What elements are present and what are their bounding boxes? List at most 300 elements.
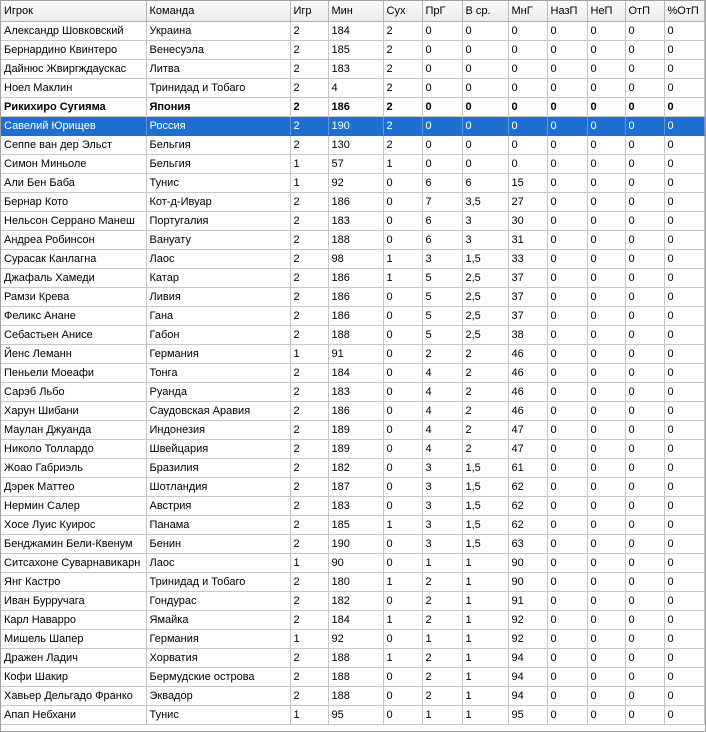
cell-penalties-saved: 0 — [625, 459, 664, 478]
table-row[interactable] — [1, 79, 704, 98]
cell-clean-sheets: 0 — [383, 231, 422, 250]
cell-team: Гана — [146, 307, 290, 326]
table-row[interactable] — [1, 212, 704, 231]
cell-penalties-saved: 0 — [625, 269, 664, 288]
cell-player: Бернардино Квинтеро — [1, 41, 146, 60]
cell-min-per-goal: 0 — [508, 117, 547, 136]
cell-minutes: 92 — [328, 630, 383, 649]
cell-penalties-awarded: 0 — [547, 136, 587, 155]
cell-minutes: 182 — [328, 592, 383, 611]
cell-goals-conceded: 5 — [422, 326, 462, 345]
cell-clean-sheets: 2 — [383, 22, 422, 41]
cell-penalties-saved-pct: 0 — [664, 630, 704, 649]
cell-penalties-saved: 0 — [625, 706, 664, 725]
cell-games: 2 — [290, 212, 328, 231]
cell-penalties-saved-pct: 0 — [664, 41, 704, 60]
cell-goals-conceded: 4 — [422, 440, 462, 459]
cell-penalties-saved: 0 — [625, 497, 664, 516]
cell-goals-conceded: 2 — [422, 649, 462, 668]
cell-clean-sheets: 2 — [383, 79, 422, 98]
cell-minutes: 183 — [328, 60, 383, 79]
cell-avg: 3 — [462, 231, 508, 250]
cell-team: Кот-д-Ивуар — [146, 193, 290, 212]
cell-penalties-saved: 0 — [625, 326, 664, 345]
table-row[interactable] — [1, 440, 704, 459]
cell-min-per-goal: 90 — [508, 554, 547, 573]
cell-games: 2 — [290, 79, 328, 98]
cell-penalties-saved-pct: 0 — [664, 383, 704, 402]
cell-penalties-saved: 0 — [625, 402, 664, 421]
table-row[interactable] — [1, 364, 704, 383]
cell-player: Себастьен Анисе — [1, 326, 146, 345]
cell-avg: 1,5 — [462, 250, 508, 269]
cell-avg: 3,5 — [462, 193, 508, 212]
cell-min-per-goal: 15 — [508, 174, 547, 193]
cell-player: Мишель Шапер — [1, 630, 146, 649]
table-row[interactable] — [1, 402, 704, 421]
cell-games: 1 — [290, 706, 328, 725]
cell-penalties-saved-pct: 0 — [664, 22, 704, 41]
cell-clean-sheets: 0 — [383, 383, 422, 402]
cell-min-per-goal: 94 — [508, 668, 547, 687]
cell-min-per-goal: 46 — [508, 383, 547, 402]
cell-avg: 1 — [462, 630, 508, 649]
cell-penalties-awarded: 0 — [547, 516, 587, 535]
cell-penalties-awarded: 0 — [547, 592, 587, 611]
cell-penalties-saved: 0 — [625, 611, 664, 630]
cell-player: Нельсон Серрано Манеш — [1, 212, 146, 231]
column-header-penalties-missed[interactable]: НеП — [587, 1, 625, 22]
cell-goals-conceded: 0 — [422, 60, 462, 79]
cell-penalties-awarded: 0 — [547, 60, 587, 79]
table-row[interactable] — [1, 269, 704, 288]
cell-team: Тринидад и Тобаго — [146, 573, 290, 592]
table-row[interactable] — [1, 573, 704, 592]
cell-team: Панама — [146, 516, 290, 535]
cell-penalties-saved-pct: 0 — [664, 649, 704, 668]
cell-avg: 2 — [462, 421, 508, 440]
table-row[interactable] — [1, 345, 704, 364]
cell-min-per-goal: 62 — [508, 478, 547, 497]
cell-penalties-saved: 0 — [625, 478, 664, 497]
cell-penalties-saved: 0 — [625, 212, 664, 231]
cell-goals-conceded: 2 — [422, 687, 462, 706]
cell-penalties-saved: 0 — [625, 516, 664, 535]
cell-goals-conceded: 2 — [422, 668, 462, 687]
cell-goals-conceded: 5 — [422, 269, 462, 288]
cell-penalties-awarded: 0 — [547, 345, 587, 364]
cell-avg: 1,5 — [462, 478, 508, 497]
cell-goals-conceded: 0 — [422, 98, 462, 117]
cell-penalties-saved-pct: 0 — [664, 345, 704, 364]
cell-games: 1 — [290, 174, 328, 193]
table-row[interactable] — [1, 174, 704, 193]
cell-penalties-missed: 0 — [587, 326, 625, 345]
column-header-player[interactable]: Игрок — [1, 1, 146, 22]
cell-penalties-awarded: 0 — [547, 535, 587, 554]
cell-minutes: 186 — [328, 307, 383, 326]
cell-penalties-missed: 0 — [587, 383, 625, 402]
cell-player: Ситсахоне Суварнавикарн — [1, 554, 146, 573]
cell-min-per-goal: 0 — [508, 98, 547, 117]
cell-player: Иван Бурручага — [1, 592, 146, 611]
cell-team: Вануату — [146, 231, 290, 250]
table-row[interactable] — [1, 459, 704, 478]
cell-player: Дэрек Маттео — [1, 478, 146, 497]
cell-clean-sheets: 0 — [383, 402, 422, 421]
cell-penalties-saved-pct: 0 — [664, 402, 704, 421]
cell-player: Йенс Леманн — [1, 345, 146, 364]
cell-games: 2 — [290, 269, 328, 288]
cell-min-per-goal: 0 — [508, 79, 547, 98]
cell-penalties-saved: 0 — [625, 554, 664, 573]
cell-penalties-saved-pct: 0 — [664, 174, 704, 193]
table-row[interactable] — [1, 231, 704, 250]
cell-clean-sheets: 0 — [383, 174, 422, 193]
table-row[interactable] — [1, 706, 704, 725]
cell-penalties-saved-pct: 0 — [664, 706, 704, 725]
cell-minutes: 186 — [328, 98, 383, 117]
cell-avg: 2,5 — [462, 269, 508, 288]
cell-penalties-saved: 0 — [625, 288, 664, 307]
cell-player: Нермин Салер — [1, 497, 146, 516]
cell-penalties-saved: 0 — [625, 364, 664, 383]
cell-clean-sheets: 0 — [383, 535, 422, 554]
cell-penalties-missed: 0 — [587, 231, 625, 250]
cell-avg: 2 — [462, 383, 508, 402]
cell-min-per-goal: 0 — [508, 155, 547, 174]
cell-penalties-saved: 0 — [625, 41, 664, 60]
cell-minutes: 184 — [328, 364, 383, 383]
cell-clean-sheets: 1 — [383, 269, 422, 288]
cell-penalties-awarded: 0 — [547, 497, 587, 516]
cell-goals-conceded: 2 — [422, 592, 462, 611]
table-body — [1, 22, 704, 725]
cell-clean-sheets: 0 — [383, 364, 422, 383]
table-row[interactable] — [1, 611, 704, 630]
cell-avg: 2 — [462, 364, 508, 383]
cell-min-per-goal: 37 — [508, 288, 547, 307]
cell-games: 2 — [290, 459, 328, 478]
cell-games: 2 — [290, 573, 328, 592]
cell-goals-conceded: 0 — [422, 22, 462, 41]
cell-penalties-saved: 0 — [625, 250, 664, 269]
cell-penalties-missed: 0 — [587, 193, 625, 212]
cell-penalties-saved-pct: 0 — [664, 117, 704, 136]
cell-avg: 0 — [462, 79, 508, 98]
cell-min-per-goal: 31 — [508, 231, 547, 250]
cell-team: Австрия — [146, 497, 290, 516]
table-row[interactable] — [1, 98, 704, 117]
column-header-penalties-saved-pct[interactable]: %ОтП — [664, 1, 704, 22]
cell-avg: 2 — [462, 345, 508, 364]
column-header-clean-sheets[interactable]: Сух — [383, 1, 422, 22]
table-row[interactable] — [1, 307, 704, 326]
column-header-minutes[interactable]: Мин — [328, 1, 383, 22]
cell-penalties-saved-pct: 0 — [664, 79, 704, 98]
cell-games: 2 — [290, 307, 328, 326]
cell-clean-sheets: 0 — [383, 288, 422, 307]
cell-team: Бенин — [146, 535, 290, 554]
cell-penalties-missed: 0 — [587, 611, 625, 630]
cell-clean-sheets: 1 — [383, 649, 422, 668]
cell-penalties-missed: 0 — [587, 212, 625, 231]
cell-team: Бельгия — [146, 155, 290, 174]
cell-player: Симон Миньоле — [1, 155, 146, 174]
cell-games: 2 — [290, 497, 328, 516]
cell-clean-sheets: 1 — [383, 250, 422, 269]
cell-penalties-awarded: 0 — [547, 554, 587, 573]
cell-avg: 0 — [462, 136, 508, 155]
cell-penalties-awarded: 0 — [547, 630, 587, 649]
table-row[interactable] — [1, 554, 704, 573]
cell-penalties-saved: 0 — [625, 687, 664, 706]
cell-min-per-goal: 47 — [508, 440, 547, 459]
cell-games: 2 — [290, 383, 328, 402]
cell-penalties-missed: 0 — [587, 155, 625, 174]
cell-penalties-saved-pct: 0 — [664, 212, 704, 231]
cell-games: 2 — [290, 516, 328, 535]
cell-player: Хосе Луис Куирос — [1, 516, 146, 535]
cell-min-per-goal: 46 — [508, 402, 547, 421]
cell-games: 2 — [290, 98, 328, 117]
cell-player: Рикихиро Сугияма — [1, 98, 146, 117]
cell-minutes: 184 — [328, 22, 383, 41]
cell-games: 2 — [290, 668, 328, 687]
cell-minutes: 186 — [328, 402, 383, 421]
table-row[interactable] — [1, 383, 704, 402]
cell-minutes: 90 — [328, 554, 383, 573]
cell-penalties-saved: 0 — [625, 592, 664, 611]
cell-team: Литва — [146, 60, 290, 79]
table-row[interactable] — [1, 288, 704, 307]
cell-team: Португалия — [146, 212, 290, 231]
cell-games: 2 — [290, 288, 328, 307]
cell-penalties-saved-pct: 0 — [664, 592, 704, 611]
cell-penalties-awarded: 0 — [547, 79, 587, 98]
cell-player: Ноел Маклин — [1, 79, 146, 98]
column-header-penalties-awarded[interactable]: НазП — [547, 1, 587, 22]
cell-games: 2 — [290, 231, 328, 250]
table-row[interactable] — [1, 516, 704, 535]
cell-min-per-goal: 61 — [508, 459, 547, 478]
cell-penalties-missed: 0 — [587, 250, 625, 269]
cell-min-per-goal: 92 — [508, 611, 547, 630]
cell-minutes: 183 — [328, 383, 383, 402]
cell-player: Харун Шибани — [1, 402, 146, 421]
cell-penalties-saved: 0 — [625, 174, 664, 193]
cell-avg: 3 — [462, 212, 508, 231]
cell-minutes: 95 — [328, 706, 383, 725]
cell-penalties-missed: 0 — [587, 478, 625, 497]
cell-penalties-saved: 0 — [625, 440, 664, 459]
column-header-penalties-saved[interactable]: ОтП — [625, 1, 664, 22]
cell-penalties-saved-pct: 0 — [664, 193, 704, 212]
cell-player: Апап Небхани — [1, 706, 146, 725]
cell-penalties-saved: 0 — [625, 98, 664, 117]
cell-penalties-awarded: 0 — [547, 611, 587, 630]
cell-team: Руанда — [146, 383, 290, 402]
cell-penalties-missed: 0 — [587, 79, 625, 98]
table-row[interactable] — [1, 478, 704, 497]
table-row[interactable] — [1, 649, 704, 668]
cell-goals-conceded: 1 — [422, 630, 462, 649]
cell-games: 2 — [290, 250, 328, 269]
cell-minutes: 182 — [328, 459, 383, 478]
table-row[interactable] — [1, 22, 704, 41]
table-row[interactable] — [1, 136, 704, 155]
cell-penalties-missed: 0 — [587, 60, 625, 79]
table-row[interactable] — [1, 535, 704, 554]
table-row[interactable] — [1, 41, 704, 60]
cell-player: Хавьер Дельгадо Франко — [1, 687, 146, 706]
cell-penalties-saved-pct: 0 — [664, 269, 704, 288]
cell-min-per-goal: 94 — [508, 687, 547, 706]
cell-games: 2 — [290, 478, 328, 497]
cell-goals-conceded: 3 — [422, 535, 462, 554]
cell-games: 1 — [290, 345, 328, 364]
cell-penalties-awarded: 0 — [547, 478, 587, 497]
cell-goals-conceded: 3 — [422, 516, 462, 535]
cell-player: Сеппе ван дер Эльст — [1, 136, 146, 155]
cell-player: Рамзи Крева — [1, 288, 146, 307]
cell-minutes: 186 — [328, 193, 383, 212]
table-row[interactable] — [1, 326, 704, 345]
column-header-team[interactable]: Команда — [146, 1, 290, 22]
cell-penalties-missed: 0 — [587, 497, 625, 516]
column-header-goals-conceded[interactable]: ПрГ — [422, 1, 462, 22]
cell-clean-sheets: 0 — [383, 478, 422, 497]
cell-penalties-missed: 0 — [587, 554, 625, 573]
cell-avg: 0 — [462, 60, 508, 79]
cell-avg: 0 — [462, 117, 508, 136]
cell-games: 1 — [290, 630, 328, 649]
cell-goals-conceded: 6 — [422, 231, 462, 250]
table-row[interactable] — [1, 687, 704, 706]
cell-team: Тонга — [146, 364, 290, 383]
cell-avg: 2,5 — [462, 288, 508, 307]
cell-player: Феликс Ананe — [1, 307, 146, 326]
cell-penalties-awarded: 0 — [547, 649, 587, 668]
cell-clean-sheets: 2 — [383, 136, 422, 155]
cell-penalties-missed: 0 — [587, 345, 625, 364]
cell-player: Пеньели Моеафи — [1, 364, 146, 383]
cell-minutes: 186 — [328, 269, 383, 288]
cell-penalties-awarded: 0 — [547, 687, 587, 706]
cell-clean-sheets: 1 — [383, 573, 422, 592]
cell-minutes: 190 — [328, 535, 383, 554]
cell-team: Индонезия — [146, 421, 290, 440]
cell-penalties-saved-pct: 0 — [664, 98, 704, 117]
table-row[interactable] — [1, 250, 704, 269]
cell-minutes: 189 — [328, 421, 383, 440]
cell-min-per-goal: 63 — [508, 535, 547, 554]
cell-player: Александр Шовковский — [1, 22, 146, 41]
cell-team: Шотландия — [146, 478, 290, 497]
cell-player: Жоао Габриэль — [1, 459, 146, 478]
table-row[interactable] — [1, 155, 704, 174]
cell-penalties-awarded: 0 — [547, 193, 587, 212]
cell-avg: 1,5 — [462, 497, 508, 516]
table-row[interactable] — [1, 421, 704, 440]
cell-penalties-missed: 0 — [587, 41, 625, 60]
cell-clean-sheets: 2 — [383, 117, 422, 136]
cell-penalties-saved-pct: 0 — [664, 478, 704, 497]
cell-clean-sheets: 1 — [383, 516, 422, 535]
cell-penalties-saved: 0 — [625, 231, 664, 250]
cell-avg: 1 — [462, 611, 508, 630]
cell-clean-sheets: 0 — [383, 440, 422, 459]
cell-team: Эквадор — [146, 687, 290, 706]
table-row[interactable] — [1, 60, 704, 79]
cell-min-per-goal: 0 — [508, 22, 547, 41]
cell-games: 2 — [290, 440, 328, 459]
cell-player: Бернар Кото — [1, 193, 146, 212]
cell-clean-sheets: 0 — [383, 668, 422, 687]
cell-games: 2 — [290, 592, 328, 611]
cell-min-per-goal: 0 — [508, 41, 547, 60]
cell-penalties-saved: 0 — [625, 535, 664, 554]
cell-clean-sheets: 0 — [383, 345, 422, 364]
cell-penalties-awarded: 0 — [547, 98, 587, 117]
cell-penalties-awarded: 0 — [547, 706, 587, 725]
cell-minutes: 188 — [328, 687, 383, 706]
cell-penalties-missed: 0 — [587, 668, 625, 687]
cell-penalties-missed: 0 — [587, 459, 625, 478]
cell-penalties-missed: 0 — [587, 649, 625, 668]
cell-min-per-goal: 62 — [508, 497, 547, 516]
cell-avg: 1,5 — [462, 516, 508, 535]
table-row[interactable] — [1, 117, 704, 136]
cell-penalties-missed: 0 — [587, 421, 625, 440]
cell-penalties-saved-pct: 0 — [664, 516, 704, 535]
table-row[interactable] — [1, 630, 704, 649]
cell-games: 2 — [290, 136, 328, 155]
cell-penalties-saved-pct: 0 — [664, 668, 704, 687]
cell-team: Украина — [146, 22, 290, 41]
table-row[interactable] — [1, 497, 704, 516]
cell-goals-conceded: 4 — [422, 402, 462, 421]
cell-minutes: 188 — [328, 231, 383, 250]
table-row[interactable] — [1, 193, 704, 212]
cell-player: Савелий Юрищев — [1, 117, 146, 136]
cell-penalties-awarded: 0 — [547, 383, 587, 402]
column-header-avg[interactable]: В ср. — [462, 1, 508, 22]
cell-team: Россия — [146, 117, 290, 136]
cell-penalties-missed: 0 — [587, 22, 625, 41]
table-row[interactable] — [1, 668, 704, 687]
cell-penalties-saved: 0 — [625, 421, 664, 440]
cell-player: Николо Толлардо — [1, 440, 146, 459]
column-header-min-per-goal[interactable]: МнГ — [508, 1, 547, 22]
cell-penalties-saved-pct: 0 — [664, 364, 704, 383]
cell-games: 1 — [290, 155, 328, 174]
cell-team: Гондурас — [146, 592, 290, 611]
cell-team: Тунис — [146, 174, 290, 193]
cell-penalties-saved-pct: 0 — [664, 421, 704, 440]
cell-penalties-awarded: 0 — [547, 402, 587, 421]
cell-player: Сарэб Льбо — [1, 383, 146, 402]
cell-minutes: 189 — [328, 440, 383, 459]
table-row[interactable] — [1, 592, 704, 611]
column-header-games[interactable]: Игр — [290, 1, 328, 22]
cell-team: Ливия — [146, 288, 290, 307]
cell-penalties-awarded: 0 — [547, 573, 587, 592]
cell-clean-sheets: 0 — [383, 592, 422, 611]
cell-minutes: 190 — [328, 117, 383, 136]
cell-penalties-saved-pct: 0 — [664, 611, 704, 630]
cell-penalties-missed: 0 — [587, 706, 625, 725]
